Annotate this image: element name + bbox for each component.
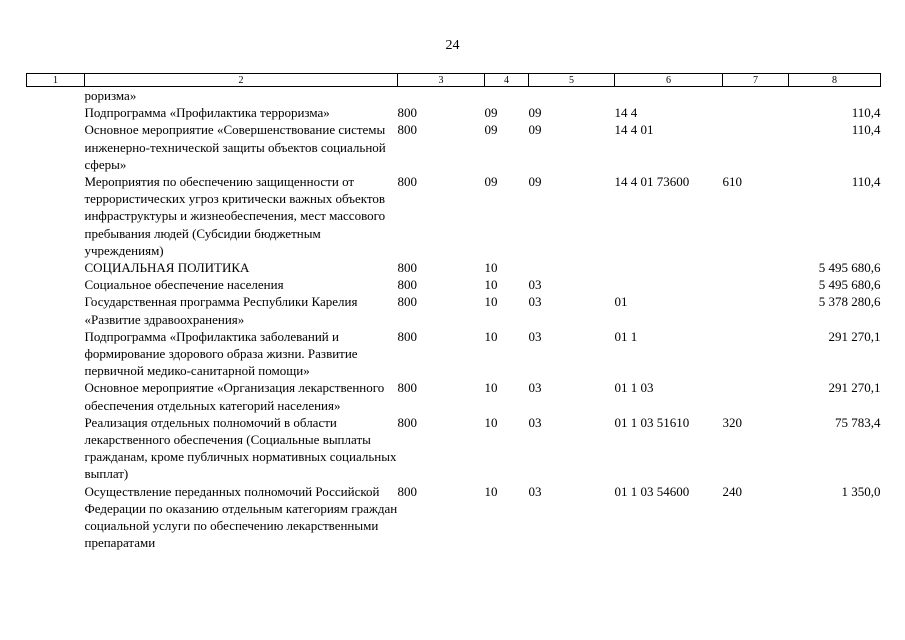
section-code-cell: 10 [484,380,498,396]
amount-cell: 110,4 [851,174,881,190]
expense-type-cell [723,259,789,276]
header-cell: 1 [27,74,85,87]
amount-cell: 291 270,1 [828,328,881,344]
subsection-code-cell [529,259,615,276]
amount-cell: 110,4 [851,122,881,138]
subsection-code-cell: 03 [528,328,542,344]
subsection-code-cell: 03 [528,277,542,293]
table-row [27,276,881,293]
table-row [27,328,881,380]
item-name-cell: роризма» [84,88,137,103]
item-name-cell: Основное мероприятие «Совершенствование системы инженерно-технической защиты объектов социальной сферы» [84,122,386,172]
target-article-cell: 14 4 [614,105,638,121]
target-article-cell: 01 1 03 [614,380,654,396]
expense-type-cell: 610 [722,174,742,190]
section-code-cell: 10 [484,414,498,430]
subsection-code-cell: 09 [528,174,542,190]
amount-cell: 110,4 [851,105,881,121]
subsection-code-cell: 03 [528,483,542,499]
amount-cell: 1 350,0 [841,483,881,499]
subsection-code-cell: 09 [528,122,542,138]
amount-cell: 75 783,4 [835,414,881,430]
subsection-code-cell: 03 [528,294,542,310]
row-number-cell [27,293,85,327]
subsection-code-cell: 03 [528,380,542,396]
department-code-cell: 800 [397,105,417,121]
target-article-cell [615,259,723,276]
table-row [27,87,881,105]
expense-type-cell [723,293,789,327]
department-code-cell: 800 [397,122,417,138]
expense-type-cell [723,104,789,121]
section-code-cell: 09 [484,174,498,190]
department-code-cell: 800 [397,294,417,310]
budget-table [26,73,881,551]
expense-type-cell [723,276,789,293]
expense-type-cell [723,328,789,380]
amount-cell: 5 495 680,6 [818,277,881,293]
item-name-cell: Социальное обеспечение населения [84,277,284,293]
row-number-cell [27,414,85,483]
header-cell: 2 [85,74,398,87]
target-article-cell [615,87,723,105]
department-code-cell: 800 [397,277,417,293]
page-number: 24 [445,38,460,53]
expense-type-cell [723,379,789,413]
row-number-cell [27,483,85,552]
header-cell: 6 [615,74,723,87]
target-article-cell: 01 1 [614,328,638,344]
target-article-cell: 01 1 03 54600 [614,483,690,499]
target-article-cell: 01 [614,294,628,310]
table-row [27,121,881,173]
row-number-cell [27,104,85,121]
department-code-cell: 800 [397,380,417,396]
row-number-cell [27,328,85,380]
table-row [27,173,881,259]
table-row [27,259,881,276]
expense-type-cell: 320 [722,414,742,430]
row-number-cell [27,173,85,259]
header-cell: 8 [789,74,881,87]
row-number-cell [27,121,85,173]
item-name-cell: Осуществление переданных полномочий Российской Федерации по оказанию отдельным категориям граждан социальной услуги по обеспечению лекарственными препаратами [84,483,398,551]
amount-cell: 5 378 280,6 [818,294,881,310]
department-code-cell: 800 [397,328,417,344]
item-name-cell: Государственная программа Республики Карелия «Развитие здравоохранения» [84,294,358,327]
row-number-cell [27,87,85,105]
amount-cell [789,87,881,105]
table-row [27,379,881,413]
amount-cell: 291 270,1 [828,380,881,396]
department-code-cell: 800 [397,483,417,499]
section-code-cell: 10 [484,294,498,310]
item-name-cell: Подпрограмма «Профилактика терроризма» [84,105,330,121]
section-code-cell: 10 [484,277,498,293]
header-cell: 4 [485,74,529,87]
target-article-cell: 14 4 01 73600 [614,174,690,190]
target-article-cell: 01 1 03 51610 [614,414,690,430]
header-cell: 5 [529,74,615,87]
subsection-code-cell: 09 [528,105,542,121]
section-code-cell: 09 [484,105,498,121]
item-name-cell: Реализация отдельных полномочий в области лекарственного обеспечения (Социальные выплаты гражданам, кроме публичных нормативных социальных выплат) [84,414,397,482]
item-name-cell: СОЦИАЛЬНАЯ ПОЛИТИКА [84,260,250,276]
item-name-cell: Подпрограмма «Профилактика заболеваний и формирование здорового образа жизни. Развитие первичной медико-санитарной помощи» [84,328,358,379]
expense-type-cell: 240 [722,483,742,499]
department-code-cell: 800 [397,260,417,276]
department-code-cell [398,87,485,105]
row-number-cell [27,276,85,293]
expense-type-cell [723,87,789,105]
section-code-cell: 10 [484,328,498,344]
row-number-cell [27,379,85,413]
amount-cell: 5 495 680,6 [818,260,881,276]
item-name-cell: Мероприятия по обеспечению защищенности от террористических угроз критически важных объектов инфраструктуры и жизнеобеспечения, мест массового пребывания людей (Субсидии бюджетным учреждениям) [84,174,386,258]
table-row [27,104,881,121]
target-article-cell: 14 4 01 [614,122,654,138]
department-code-cell: 800 [397,414,417,430]
column-number-header [27,74,881,87]
section-code-cell [485,87,529,105]
row-number-cell [27,259,85,276]
table-row [27,414,881,483]
header-cell: 7 [723,74,789,87]
table-row [27,293,881,327]
expense-type-cell [723,121,789,173]
item-name-cell: Основное мероприятие «Организация лекарственного обеспечения отдельных категорий населения» [84,380,385,413]
table-row [27,483,881,552]
target-article-cell [615,276,723,293]
section-code-cell: 10 [484,260,498,276]
subsection-code-cell: 03 [528,414,542,430]
section-code-cell: 09 [484,122,498,138]
subsection-code-cell [529,87,615,105]
header-cell: 3 [398,74,485,87]
section-code-cell: 10 [484,483,498,499]
department-code-cell: 800 [397,174,417,190]
